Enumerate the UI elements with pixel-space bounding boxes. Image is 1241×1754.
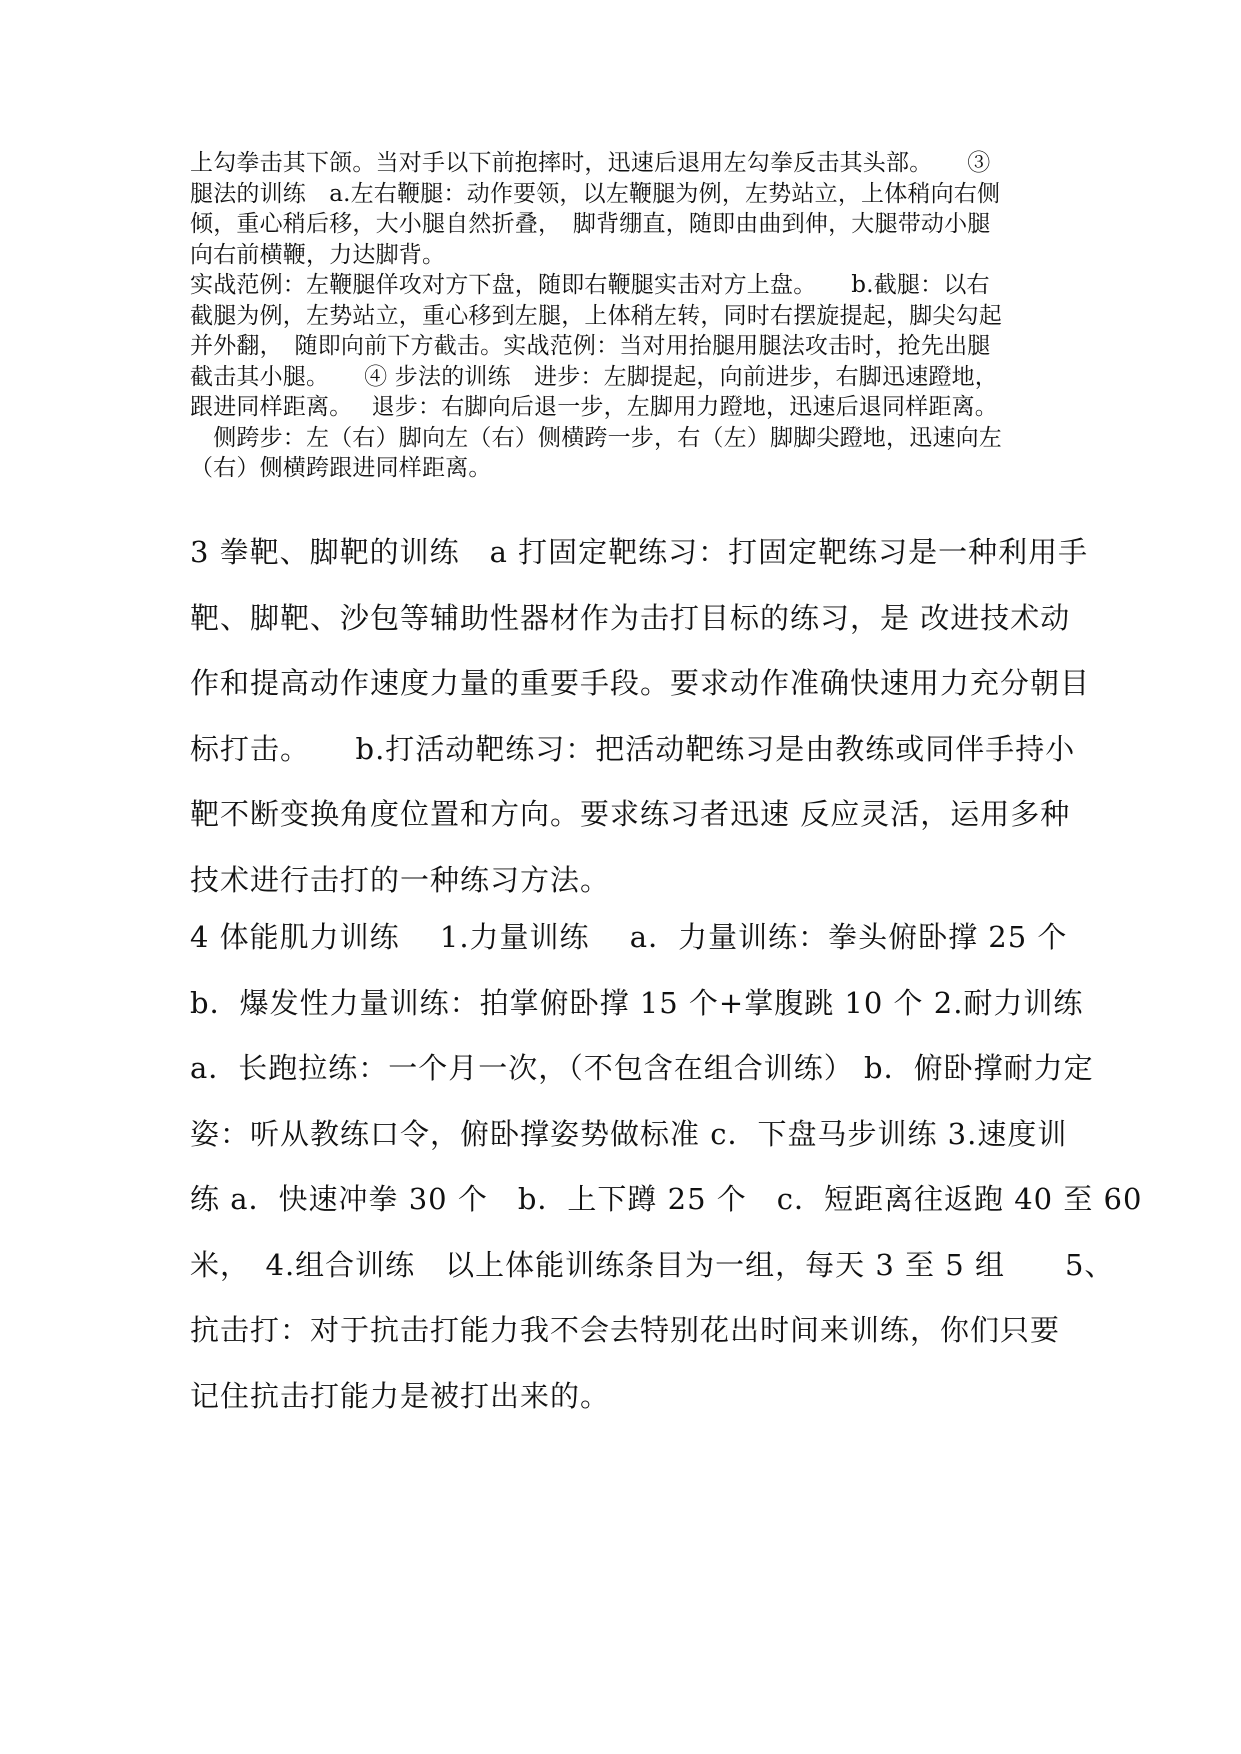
text-line: 截击其小腿。 ④ 步法的训练 进步：左脚提起，向前进步，右脚迅速蹬地， — [190, 363, 999, 390]
text-line: b．爆发性力量训练：拍掌俯卧撑 15 个+掌腹跳 10 个 2.耐力训练 — [190, 985, 1084, 1020]
text-line: 并外翻， 随即向前下方截击。实战范例：当对用抬腿用腿法攻击时，抢先出腿 — [190, 333, 991, 359]
fitness-training-section — [190, 905, 1143, 1429]
target-training-section — [190, 520, 1091, 913]
text-line: 记住抗击打能力是被打出来的。 — [190, 1378, 611, 1413]
text-line: 靶、脚靶、沙包等辅助性器材作为击打目标的练习，是 改进技术动 — [190, 600, 1071, 635]
text-line: 抗击打：对于抗击打能力我不会去特别花出时间来训练，你们只要 — [190, 1313, 1061, 1347]
text-line: 米， 4.组合训练 以上体能训练条目为一组，每天 3 至 5 组 5、 — [190, 1247, 1115, 1282]
text-line: 练 a．快速冲拳 30 个 b．上下蹲 25 个 c．短距离往返跑 40 至 60 — [190, 1182, 1143, 1216]
text-line: 侧跨步：左（右）脚向左（右）侧横跨一步，右（左）脚脚尖蹬地，迅速向左 — [190, 424, 1002, 451]
text-line: 向右前横鞭，力达脚背。 — [190, 241, 446, 268]
text-line: 4 体能肌力训练 1.力量训练 a．力量训练：拳头俯卧撑 25 个 — [190, 920, 1068, 954]
text-line: 靶不断变换角度位置和方向。要求练习者迅速 反应灵活，运用多种 — [190, 797, 1071, 831]
text-line: 作和提高动作速度力量的重要手段。要求动作准确快速用力充分朝目 — [190, 666, 1091, 700]
text-line: 标打击。 b.打活动靶练习：把活动靶练习是由教练或同伴手持小 — [190, 731, 1076, 766]
text-line: 截腿为例，左势站立，重心移到左腿，上体稍左转，同时右摆旋提起，脚尖勾起 — [190, 302, 1002, 329]
text-line: a．长跑拉练：一个月一次，（不包含在组合训练） b．俯卧撑耐力定 — [190, 1051, 1094, 1085]
text-line: 技术进行击打的一种练习方法。 — [190, 862, 611, 897]
text-line: 腿法的训练 a.左右鞭腿：动作要领，以左鞭腿为例，左势站立，上体稍向右侧 — [190, 180, 1001, 207]
text-line: 姿：听从教练口令，俯卧撑姿势做标准 c．下盘马步训练 3.速度训 — [190, 1116, 1068, 1151]
text-line: 实战范例：左鞭腿佯攻对方下盘，随即右鞭腿实击对方上盘。 b.截腿：以右 — [190, 272, 990, 298]
leg-and-footwork-section — [190, 148, 1070, 484]
text-line: 3 拳靶、脚靶的训练 a 打固定靶练习：打固定靶练习是一种利用手 — [190, 535, 1089, 569]
text-line: 倾，重心稍后移，大小腿自然折叠， 脚背绷直，随即由曲到伸，大腿带动小腿 — [190, 211, 991, 237]
text-line: （右）侧横跨跟进同样距离。 — [190, 455, 492, 481]
text-line: 上勾拳击其下颌。当对手以下前抱摔时，迅速后退用左勾拳反击其头部。 ③ — [190, 150, 991, 176]
text-line: 跟进同样距离。 退步：右脚向后退一步，左脚用力蹬地，迅速后退同样距离。 — [190, 394, 999, 420]
